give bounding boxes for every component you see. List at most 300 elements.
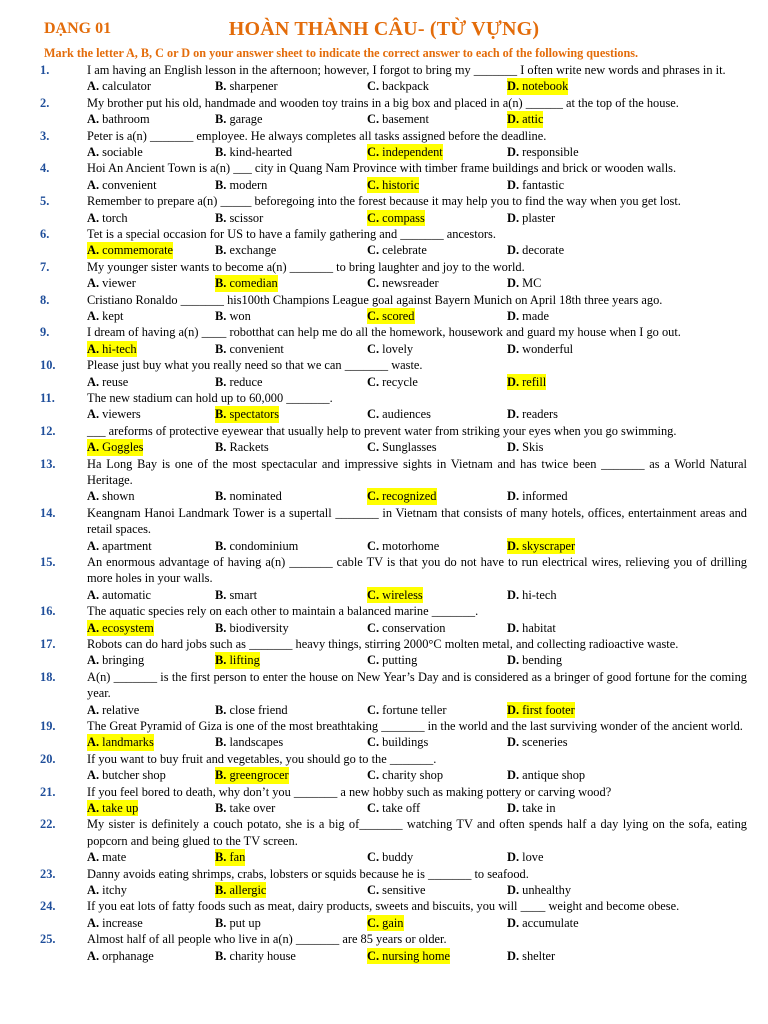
worksheet-title: HOÀN THÀNH CÂU- (TỪ VỰNG) (228, 18, 540, 40)
option-letter: B. (215, 702, 227, 717)
option-letter: D. (507, 210, 520, 225)
question-number: 25. (40, 932, 56, 947)
option-text: love (522, 850, 544, 865)
question-item (0, 898, 768, 931)
answer-option[interactable] (87, 406, 141, 422)
option-letter: A. (87, 800, 100, 815)
question-stem: Almost half of all people who live in a(n) _______ are 85 years or older. (87, 932, 447, 947)
option-text: charity shop (382, 768, 444, 783)
option-text: take in (522, 800, 556, 815)
option-letter: A. (87, 145, 100, 159)
option-text: viewer (102, 276, 136, 291)
option-text: refill (522, 374, 547, 389)
option-letter: A. (87, 112, 100, 127)
answer-option-correct[interactable] (367, 948, 450, 964)
option-text: convenient (229, 341, 284, 356)
option-text: allergic (229, 882, 267, 897)
answer-option-correct[interactable] (87, 341, 137, 357)
answer-option[interactable] (87, 587, 151, 603)
option-letter: D. (507, 374, 520, 389)
answer-option[interactable] (367, 275, 439, 291)
option-letter: C. (367, 177, 380, 192)
question-stem: Keangnam Hanoi Landmark Tower is a supertall _______ in Vietnam that consists of many hotels, offices, entertainment areas and retail spaces. (87, 505, 747, 537)
answer-option[interactable] (367, 849, 413, 865)
question-number: 7. (40, 259, 50, 274)
question-item (0, 816, 768, 865)
option-text: skyscraper (522, 538, 576, 553)
option-letter: B. (215, 948, 227, 963)
option-text: Rackets (229, 440, 269, 455)
question-number: 24. (40, 899, 56, 914)
answer-option[interactable] (215, 702, 288, 718)
answer-option[interactable] (87, 767, 166, 783)
option-letter: A. (87, 915, 100, 930)
option-text: bending (522, 653, 563, 668)
option-letter: A. (87, 210, 100, 225)
question-number: 13. (40, 456, 56, 471)
question-stem: The aquatic species rely on each other to maintain a balanced marine _______. (87, 604, 479, 619)
answer-option-correct[interactable] (507, 702, 575, 718)
option-letter: C. (367, 702, 380, 717)
answer-option[interactable] (507, 734, 568, 750)
answer-option[interactable] (87, 144, 143, 160)
answer-options (87, 341, 768, 357)
answer-option-correct[interactable] (507, 538, 575, 554)
answer-option-correct[interactable] (215, 849, 245, 865)
option-letter: D. (507, 850, 520, 865)
option-text: viewers (102, 407, 141, 422)
option-text: Goggles (102, 440, 144, 455)
answer-option-correct[interactable] (215, 882, 266, 898)
option-letter: C. (367, 374, 380, 389)
option-letter: D. (507, 653, 520, 668)
option-letter: A. (87, 374, 100, 389)
question-number: 14. (40, 505, 56, 520)
option-letter: B. (215, 882, 227, 897)
answer-option-correct[interactable] (367, 210, 425, 226)
option-text: landmarks (102, 735, 154, 750)
answer-option[interactable] (367, 111, 429, 127)
option-text: made (522, 308, 549, 323)
question-stem: Hoi An Ancient Town is a(n) ___ city in Quang Nam Province with timber frame buildings and brick or wooden walls. (87, 161, 677, 176)
answer-option[interactable] (215, 948, 296, 964)
option-letter: B. (215, 587, 227, 602)
question-number: 17. (40, 636, 56, 651)
question-number: 15. (40, 554, 56, 569)
option-letter: D. (507, 177, 520, 192)
answer-option[interactable] (367, 78, 429, 94)
answer-option-correct[interactable] (507, 78, 568, 94)
answer-option[interactable] (507, 177, 564, 193)
answer-option[interactable] (507, 341, 573, 357)
question-stem: I am having an English lesson in the afternoon; however, I forgot to bring my _______ I often write new words and phrases in it. (87, 63, 726, 77)
answer-options (87, 652, 768, 668)
option-text: charity house (229, 948, 296, 963)
answer-option[interactable] (367, 374, 418, 390)
answer-option[interactable] (87, 915, 143, 931)
option-letter: D. (507, 276, 520, 291)
answer-option[interactable] (215, 587, 257, 603)
option-text: mate (102, 850, 127, 865)
question-item (0, 390, 768, 423)
answer-option-correct[interactable] (215, 652, 260, 668)
answer-option[interactable] (215, 734, 283, 750)
answer-option[interactable] (507, 242, 564, 258)
option-text: garage (229, 112, 263, 127)
option-text: reuse (102, 374, 129, 389)
answer-option[interactable] (507, 800, 556, 816)
option-text: kept (102, 308, 124, 323)
option-letter: C. (367, 440, 380, 455)
answer-option[interactable] (367, 406, 431, 422)
option-text: exchange (229, 243, 277, 258)
option-text: modern (229, 177, 268, 192)
answer-option[interactable] (87, 652, 144, 668)
answer-option[interactable] (215, 915, 261, 931)
question-item (0, 554, 768, 603)
answer-options (87, 488, 768, 504)
answer-option[interactable] (87, 111, 150, 127)
answer-option[interactable] (215, 374, 263, 390)
option-letter: A. (87, 79, 100, 94)
answer-option-correct[interactable] (215, 767, 289, 783)
answer-option[interactable] (215, 78, 278, 94)
answer-option[interactable] (507, 439, 544, 455)
instruction-text: Mark the letter A, B, C or D on your answer sheet to indicate the correct answer to each of the following questions. (44, 46, 639, 60)
option-text: smart (229, 587, 258, 602)
option-text: sociable (102, 145, 143, 159)
answer-option-correct[interactable] (367, 144, 443, 160)
option-text: sceneries (522, 735, 568, 750)
option-text: commemorate (102, 243, 174, 258)
option-letter: A. (87, 948, 100, 963)
option-letter: B. (215, 177, 227, 192)
option-letter: C. (367, 915, 380, 930)
option-letter: D. (507, 735, 520, 750)
question-number: 16. (40, 604, 56, 619)
answer-option[interactable] (507, 275, 541, 291)
option-letter: C. (367, 489, 380, 504)
answer-option[interactable] (507, 210, 555, 226)
option-text: independent (382, 145, 443, 159)
answer-options (87, 849, 768, 865)
answer-option[interactable] (367, 702, 447, 718)
option-text: hi-tech (102, 341, 137, 356)
option-letter: B. (215, 489, 227, 504)
question-number: 6. (40, 226, 50, 241)
answer-option[interactable] (87, 849, 126, 865)
answer-option[interactable] (215, 800, 275, 816)
option-letter: D. (507, 882, 520, 897)
question-item (0, 259, 768, 292)
option-text: historic (382, 177, 420, 192)
answer-option-correct[interactable] (215, 406, 279, 422)
question-stem: Cristiano Ronaldo _______ his100th Champions League goal against Bayern Munich on April 18th three years ago. (87, 292, 663, 307)
answer-option-correct[interactable] (507, 374, 546, 390)
option-letter: C. (367, 768, 380, 783)
option-text: recognized (382, 489, 437, 504)
option-text: buddy (382, 850, 414, 865)
answer-option[interactable] (367, 734, 428, 750)
question-item (0, 636, 768, 669)
answer-option[interactable] (367, 242, 427, 258)
question-item (0, 193, 768, 226)
option-text: increase (102, 915, 143, 930)
question-list (0, 62, 768, 964)
answer-option[interactable] (215, 210, 263, 226)
option-text: nominated (229, 489, 282, 504)
answer-option-correct[interactable] (367, 308, 415, 324)
option-text: shelter (522, 948, 556, 963)
option-letter: C. (367, 112, 380, 127)
question-number: 8. (40, 292, 50, 307)
option-text: newsreader (382, 276, 439, 291)
answer-option[interactable] (87, 374, 128, 390)
option-letter: C. (367, 735, 380, 750)
answer-option[interactable] (507, 308, 549, 324)
answer-options (87, 702, 768, 718)
answer-option[interactable] (215, 488, 282, 504)
option-text: compass (382, 210, 425, 225)
question-item (0, 931, 768, 964)
question-item (0, 292, 768, 325)
option-letter: C. (367, 538, 380, 553)
option-text: torch (102, 210, 128, 225)
option-text: put up (229, 915, 261, 930)
question-number: 18. (40, 669, 56, 684)
option-text: unhealthy (522, 882, 572, 897)
option-letter: B. (215, 850, 227, 865)
answer-option-correct[interactable] (87, 620, 154, 636)
option-text: take off (382, 800, 421, 815)
option-letter: D. (507, 587, 520, 602)
answer-option-correct[interactable] (367, 488, 437, 504)
option-text: greengrocer (229, 768, 289, 783)
answer-option-correct[interactable] (367, 587, 423, 603)
answer-option[interactable] (507, 948, 555, 964)
question-stem: ___ areforms of protective eyewear that usually help to prevent water from striking your eyes when you go swimming. (87, 423, 677, 438)
option-letter: C. (367, 620, 380, 635)
option-letter: A. (87, 735, 100, 750)
option-text: motorhome (382, 538, 440, 553)
question-stem: If you eat lots of fatty foods such as meat, dairy products, sweets and biscuits, you will ____ weight and become obese. (87, 899, 680, 914)
option-letter: B. (215, 768, 227, 783)
option-text: comedian (229, 276, 278, 291)
answer-option[interactable] (87, 882, 127, 898)
option-letter: B. (215, 308, 227, 323)
option-letter: B. (215, 915, 227, 930)
option-letter: B. (215, 341, 227, 356)
answer-option[interactable] (215, 538, 298, 554)
question-number: 22. (40, 817, 56, 832)
option-text: sensitive (382, 882, 426, 897)
answer-option-correct[interactable] (367, 177, 419, 193)
answer-option[interactable] (507, 915, 579, 931)
answer-option[interactable] (507, 587, 557, 603)
answer-option[interactable] (87, 538, 152, 554)
question-item (0, 784, 768, 817)
option-text: biodiversity (229, 620, 289, 635)
option-text: wireless (382, 587, 423, 602)
option-letter: D. (507, 768, 520, 783)
answer-option-correct[interactable] (87, 439, 143, 455)
answer-option[interactable] (87, 275, 136, 291)
answer-options (87, 210, 768, 226)
answer-option-correct[interactable] (87, 242, 173, 258)
option-letter: D. (507, 112, 520, 127)
answer-option[interactable] (507, 406, 558, 422)
option-letter: B. (215, 79, 227, 94)
option-text: buildings (382, 735, 429, 750)
option-text: convenient (102, 177, 157, 192)
answer-option[interactable] (367, 439, 437, 455)
answer-option[interactable] (87, 488, 135, 504)
answer-options (87, 111, 768, 127)
answer-option[interactable] (215, 144, 292, 160)
answer-option[interactable] (367, 652, 417, 668)
option-letter: A. (87, 538, 100, 553)
answer-options (87, 275, 768, 291)
answer-option[interactable] (507, 652, 562, 668)
answer-option-correct[interactable] (215, 275, 278, 291)
option-letter: A. (87, 850, 100, 865)
answer-option[interactable] (507, 849, 544, 865)
answer-options (87, 800, 768, 816)
option-letter: D. (507, 915, 520, 930)
answer-option[interactable] (215, 620, 289, 636)
option-letter: B. (215, 735, 227, 750)
answer-option[interactable] (367, 767, 443, 783)
answer-option-correct[interactable] (87, 734, 154, 750)
option-letter: B. (215, 653, 227, 668)
answer-option[interactable] (87, 78, 151, 94)
question-number: 9. (40, 325, 50, 340)
answer-option[interactable] (215, 177, 267, 193)
answer-option-correct[interactable] (367, 915, 404, 931)
option-text: fantastic (522, 177, 565, 192)
option-letter: A. (87, 587, 100, 602)
answer-option[interactable] (87, 308, 124, 324)
answer-option[interactable] (87, 177, 157, 193)
question-number: 4. (40, 161, 50, 176)
option-letter: A. (87, 882, 100, 897)
question-stem: My brother put his old, handmade and wooden toy trains in a big box and placed in a(n) ______ at the top of the house. (87, 95, 679, 110)
option-letter: A. (87, 653, 100, 668)
answer-option[interactable] (507, 882, 571, 898)
answer-option[interactable] (507, 144, 579, 160)
option-letter: A. (87, 702, 100, 717)
answer-option[interactable] (87, 702, 139, 718)
option-text: recycle (382, 374, 418, 389)
option-letter: B. (215, 440, 227, 455)
answer-option[interactable] (367, 341, 413, 357)
question-number: 1. (40, 63, 50, 77)
answer-options (87, 734, 768, 750)
option-letter: C. (367, 341, 380, 356)
option-text: scissor (229, 210, 264, 225)
question-number: 20. (40, 751, 56, 766)
question-stem: The Great Pyramid of Giza is one of the most breathtaking _______ in the world and the last surviving wonder of the ancient world. (87, 718, 743, 733)
option-letter: D. (507, 79, 520, 94)
answer-options (87, 882, 768, 898)
answer-option[interactable] (367, 800, 420, 816)
answer-option[interactable] (507, 488, 568, 504)
option-text: condominium (229, 538, 299, 553)
option-text: relative (102, 702, 140, 717)
option-text: landscapes (229, 735, 284, 750)
answer-option[interactable] (507, 620, 556, 636)
question-item (0, 423, 768, 456)
option-letter: B. (215, 620, 227, 635)
answer-options (87, 587, 768, 603)
option-text: lifting (229, 653, 260, 668)
option-text: nursing home (382, 948, 450, 963)
question-number: 11. (40, 390, 55, 405)
question-item (0, 357, 768, 390)
option-letter: D. (507, 620, 520, 635)
option-letter: B. (215, 538, 227, 553)
option-text: itchy (102, 882, 127, 897)
question-item (0, 603, 768, 636)
answer-option[interactable] (507, 767, 585, 783)
answer-options (87, 406, 768, 422)
option-text: butcher shop (102, 768, 166, 783)
question-item (0, 95, 768, 128)
option-text: fortune teller (382, 702, 447, 717)
answer-option[interactable] (87, 948, 154, 964)
answer-option[interactable] (215, 341, 284, 357)
answer-option[interactable] (215, 242, 276, 258)
option-text: scored (382, 308, 415, 323)
option-letter: C. (367, 800, 380, 815)
question-stem: Danny avoids eating shrimps, crabs, lobsters or squids because he is _______ to seafood. (87, 866, 529, 881)
answer-option[interactable] (367, 882, 426, 898)
option-letter: D. (507, 308, 520, 323)
question-item (0, 866, 768, 899)
answer-option-correct[interactable] (507, 111, 543, 127)
answer-options (87, 242, 768, 258)
question-stem: An enormous advantage of having a(n) _______ cable TV is that you do not have to run electrical wires, relieving you of drilling more holes in your walls. (87, 554, 747, 586)
answer-option[interactable] (367, 620, 445, 636)
question-stem: My younger sister wants to become a(n) _______ to bring laughter and joy to the world. (87, 259, 525, 274)
question-item (0, 324, 768, 357)
question-item (0, 226, 768, 259)
question-item (0, 160, 768, 193)
answer-option[interactable] (215, 308, 251, 324)
answer-option-correct[interactable] (87, 800, 138, 816)
answer-option[interactable] (215, 111, 263, 127)
option-text: hi-tech (522, 587, 557, 602)
option-text: gain (382, 915, 404, 930)
question-item (0, 505, 768, 554)
option-text: ecosystem (102, 620, 154, 635)
option-letter: A. (87, 276, 100, 291)
section-label: DẠNG 01 (44, 20, 112, 37)
option-letter: C. (367, 308, 380, 323)
answer-option[interactable] (215, 439, 269, 455)
option-text: antique shop (522, 768, 586, 783)
answer-option[interactable] (367, 538, 439, 554)
answer-option[interactable] (87, 210, 128, 226)
option-letter: C. (367, 882, 380, 897)
option-letter: D. (507, 702, 520, 717)
option-text: decorate (522, 243, 565, 258)
option-letter: B. (215, 112, 227, 127)
option-letter: B. (215, 145, 227, 159)
option-text: take up (102, 800, 139, 815)
option-text: apartment (102, 538, 152, 553)
option-text: conservation (382, 620, 446, 635)
